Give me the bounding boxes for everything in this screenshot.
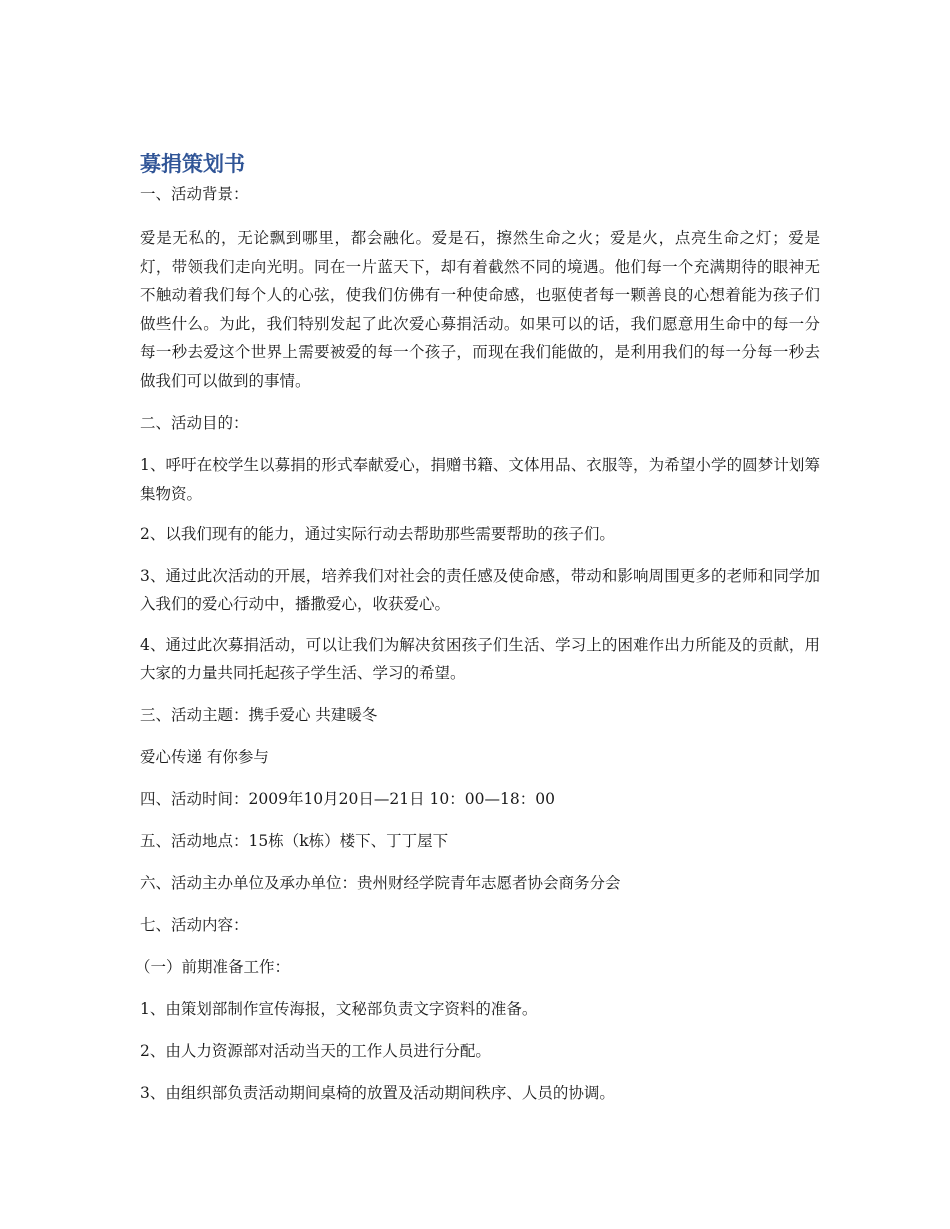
prep-heading: （一）前期准备工作： xyxy=(135,957,291,976)
prep-item-2: 2、由人力资源部对活动当天的工作人员进行分配。 xyxy=(140,1041,491,1060)
document-page xyxy=(135,148,820,1118)
theme-subtitle: 爱心传递 有你参与 xyxy=(140,747,269,766)
prep-item-1: 1、由策划部制作宣传海报，文秘部负责文字资料的准备。 xyxy=(140,999,538,1018)
goal-item-4: 4、通过此次募捐活动，可以让我们为解决贫困孩子们生活、学习上的困难作出力所能及的贡献，用大家的力量共同托起孩子学生活、学习的希望。 xyxy=(140,635,820,682)
document-title: 募捐策划书 xyxy=(140,152,245,176)
section-background-heading: 一、活动背景： xyxy=(140,185,249,203)
section-content-heading: 七、活动内容： xyxy=(140,915,249,934)
section-organizer: 六、活动主办单位及承办单位：贵州财经学院青年志愿者协会商务分会 xyxy=(140,873,621,892)
section-time: 四、活动时间：2009年10月20日—21日 10：00—18：00 xyxy=(140,789,555,808)
section-background-paragraph: 爱是无私的，无论飘到哪里，都会融化。爱是石，擦然生命之火；爱是火，点亮生命之灯；爱是灯，带领我们走向光明。同在一片蓝天下，却有着截然不同的境遇。他们每一个充满期待的眼神无不触动着我们每个人的心弦，使我们仿佛有一种使命感，也驱使者每一颗善良的心想着能为孩子们做些什么。为此，我们特别发起了此次爱心募捐活动。如果可以的话，我们愿意用生命中的每一分每一秒去爱这个世界上需要被爱的每一个孩子，而现在我们能做的，是利用我们的每一分每一秒去做我们可以做到的事情。 xyxy=(140,229,820,390)
section-goal-heading: 二、活动目的： xyxy=(140,414,249,432)
prep-item-3: 3、由组织部负责活动期间桌椅的放置及活动期间秩序、人员的协调。 xyxy=(140,1083,615,1102)
section-theme-heading: 三、活动主题：携手爱心 共建暖冬 xyxy=(140,705,378,724)
goal-item-1: 1、呼吁在校学生以募捐的形式奉献爱心，捐赠书籍、文体用品、衣服等，为希望小学的圆梦计划筹集物资。 xyxy=(140,456,820,503)
section-place: 五、活动地点：15栋（k栋）楼下、丁丁屋下 xyxy=(140,831,449,850)
goal-item-2: 2、以我们现有的能力，通过实际行动去帮助那些需要帮助的孩子们。 xyxy=(140,525,615,543)
goal-item-3: 3、通过此次活动的开展，培养我们对社会的责任感及使命感，带动和影响周围更多的老师和同学加入我们的爱心行动中，播撒爱心，收获爱心。 xyxy=(140,566,820,613)
